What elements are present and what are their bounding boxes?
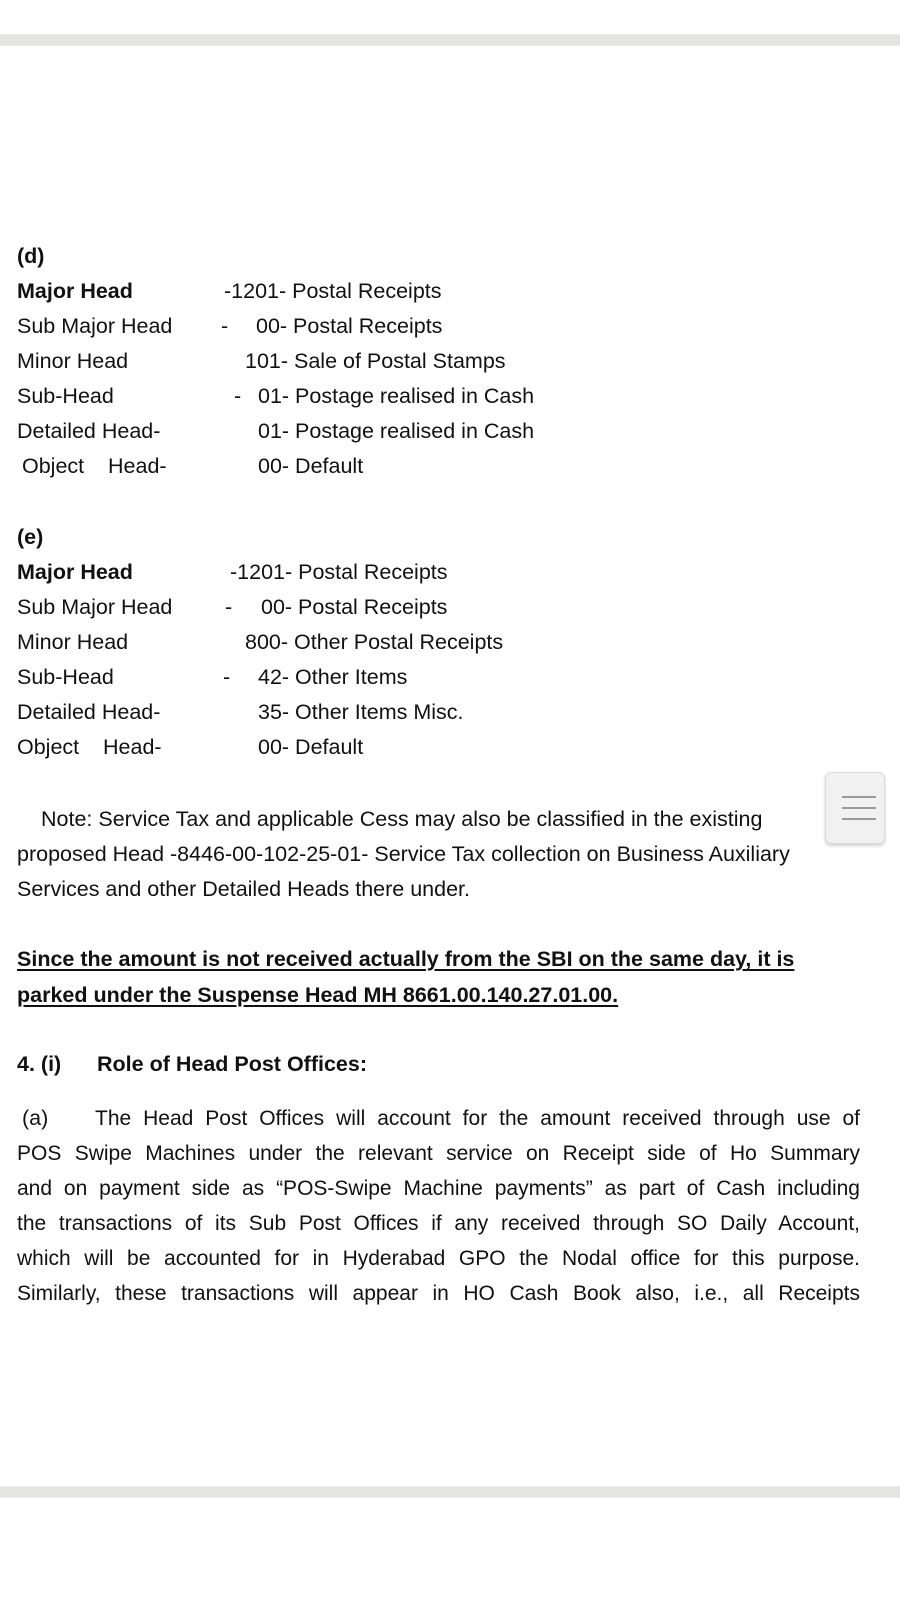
table-row [0, 279, 900, 309]
row-value: 00- Default [258, 454, 364, 478]
menu-button[interactable] [825, 772, 885, 844]
row-label: Sub-Head [17, 665, 114, 689]
row-label: Object Head- [22, 454, 167, 478]
note-line-1: Note: Service Tax and applicable Cess may also be classified in the existing [41, 807, 763, 831]
section-d-label: (d) [17, 244, 45, 268]
heading-number: 4. (i) [17, 1052, 62, 1076]
row-value: 01- Postage realised in Cash [258, 384, 535, 408]
row-value: 00- Postal Receipts [256, 314, 443, 338]
table-row [0, 700, 900, 730]
row-label: Sub Major Head [17, 595, 173, 619]
paragraph-marker: (a) [22, 1106, 49, 1130]
note-line-3: Services and other Detailed Heads there under. [17, 877, 470, 901]
table-row [0, 595, 900, 625]
heading-title: Role of Head Post Offices: [97, 1052, 367, 1076]
row-label: Detailed Head- [17, 419, 161, 443]
table-row [0, 314, 900, 344]
row-label: Detailed Head- [17, 700, 161, 724]
page-separator-bottom [0, 1486, 900, 1498]
paragraph-line: POS Swipe Machines under the relevant service on Receipt side of Ho Summary [17, 1142, 860, 1165]
table-row [0, 630, 900, 660]
table-row [0, 560, 900, 590]
row-value: 00- Postal Receipts [261, 595, 448, 619]
row-value: 800- Other Postal Receipts [245, 630, 504, 654]
row-value: -1201- Postal Receipts [230, 560, 448, 584]
row-label: Major Head [17, 279, 133, 303]
row-value: -1201- Postal Receipts [224, 279, 442, 303]
row-value: 101- Sale of Postal Stamps [245, 349, 506, 373]
paragraph-line: Similarly, these transactions will appear in HO Cash Book also, i.e., all Receipts [17, 1282, 860, 1305]
row-value: 00- Default [258, 735, 364, 759]
row-dash: - [234, 384, 242, 408]
suspense-line-2: parked under the Suspense Head MH 8661.00.140.27.01.00. [17, 983, 619, 1007]
row-label: Minor Head [17, 349, 129, 373]
paragraph-line: the transactions of its Sub Post Offices if any received through SO Daily Account, [17, 1212, 860, 1235]
paragraph-line: The Head Post Offices will account for the amount received through use of [95, 1107, 860, 1130]
suspense-line-1: Since the amount is not received actually from the SBI on the same day, it is [17, 947, 795, 971]
table-row [0, 419, 900, 449]
row-dash: - [225, 595, 233, 619]
row-label: Sub-Head [17, 384, 114, 408]
row-dash: - [221, 314, 229, 338]
row-value: 01- Postage realised in Cash [258, 419, 535, 443]
row-dash: - [223, 665, 231, 689]
paragraph-line: which will be accounted for in Hyderabad GPO the Nodal office for this purpose. [17, 1247, 860, 1270]
row-label: Object Head- [17, 735, 162, 759]
note-line-2: proposed Head -8446-00-102-25-01- Service Tax collection on Business Auxiliary [17, 842, 790, 866]
paragraph-line: and on payment side as “POS-Swipe Machine payments” as part of Cash including [17, 1177, 860, 1200]
row-label: Major Head [17, 560, 133, 584]
row-label: Sub Major Head [17, 314, 173, 338]
table-row [0, 349, 900, 379]
row-value: 35- Other Items Misc. [258, 700, 464, 724]
section-e-label: (e) [17, 525, 44, 549]
row-value: 42- Other Items [258, 665, 408, 689]
table-row [0, 735, 900, 765]
table-row [0, 665, 900, 695]
table-row [0, 384, 900, 414]
table-row [0, 454, 900, 484]
row-label: Minor Head [17, 630, 129, 654]
